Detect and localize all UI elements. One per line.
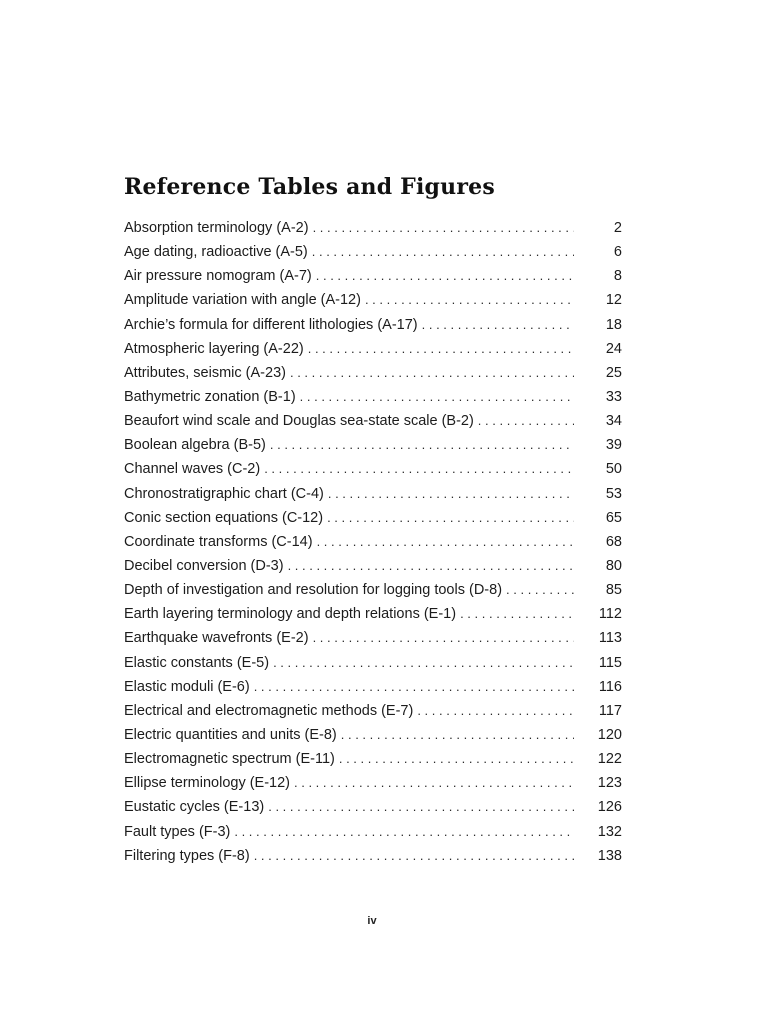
dot-leader	[460, 602, 574, 626]
dot-leader	[270, 433, 574, 457]
toc-entry-label: Conic section equations (C-12)	[124, 509, 324, 526]
toc-entry-label: Atmospheric layering (A-22)	[124, 340, 304, 357]
toc-entry-label: Depth of investigation and resolution for logging tools (D-8)	[124, 582, 503, 599]
toc-entry-page: 39	[605, 437, 622, 454]
toc-entry-page: 123	[597, 775, 622, 792]
dot-leader	[300, 385, 574, 409]
toc-entry-page: 2	[613, 220, 622, 236]
dot-leader	[234, 820, 574, 844]
toc-entry-label: Channel waves (C-2)	[124, 461, 261, 478]
dot-leader	[339, 747, 574, 771]
toc-entry	[124, 626, 622, 650]
toc-entry-label: Filtering types (F-8)	[124, 847, 250, 864]
toc-entry-label: Fault types (F-3)	[124, 823, 231, 840]
toc-entry	[124, 409, 622, 433]
toc-entry	[124, 457, 622, 481]
toc-entry	[124, 699, 622, 723]
toc-entry-label: Eustatic cycles (E-13)	[124, 799, 265, 816]
toc-entry-page: 65	[605, 509, 622, 526]
toc-entry	[124, 264, 622, 288]
toc-entry-label: Air pressure nomogram (A-7)	[124, 268, 312, 285]
toc-entry-page: 116	[598, 678, 622, 695]
toc-entry-page: 34	[605, 413, 622, 430]
toc-entry-page: 138	[597, 847, 622, 864]
toc-entry	[124, 530, 622, 554]
toc-entry	[124, 240, 622, 264]
toc-entry-page: 126	[597, 799, 622, 816]
page-number: iv	[367, 915, 377, 927]
dot-leader	[341, 723, 574, 747]
toc-entry-label: Decibel conversion (D-3)	[124, 557, 284, 574]
toc-entry-label: Age dating, radioactive (A-5)	[124, 244, 308, 261]
toc-entry-label: Archie’s formula for different lithologies (A-17)	[124, 316, 418, 333]
toc-list	[124, 216, 622, 868]
page-title: Reference Tables and Figures	[124, 174, 495, 200]
toc-entry-label: Elastic moduli (E-6)	[124, 678, 250, 695]
toc-entry	[124, 385, 622, 409]
toc-entry-label: Absorption terminology (A-2)	[124, 220, 309, 236]
toc-entry-label: Chronostratigraphic chart (C-4)	[124, 485, 324, 502]
dot-leader	[288, 554, 574, 578]
dot-leader	[506, 578, 574, 602]
toc-entry-page: 50	[605, 461, 622, 478]
dot-leader	[264, 457, 574, 481]
toc-entry-label: Earthquake wavefronts (E-2)	[124, 630, 309, 647]
toc-entry-label: Boolean algebra (B-5)	[124, 437, 266, 454]
toc-entry-label: Earth layering terminology and depth relations (E-1)	[124, 606, 457, 623]
toc-entry	[124, 578, 622, 602]
dot-leader	[328, 482, 574, 506]
toc-entry-page: 117	[598, 702, 622, 719]
toc-entry-page: 53	[605, 485, 622, 502]
toc-entry-page: 18	[605, 316, 622, 333]
dot-leader	[308, 337, 574, 361]
toc-entry-page: 122	[597, 751, 622, 768]
toc-entry	[124, 506, 622, 530]
dot-leader	[316, 264, 574, 288]
dot-leader	[317, 530, 574, 554]
toc-entry-label: Electrical and electromagnetic methods (E-7)	[124, 702, 414, 719]
toc-entry	[124, 337, 622, 361]
dot-leader	[273, 651, 574, 675]
toc-entry-label: Ellipse terminology (E-12)	[124, 775, 291, 792]
toc-entry	[124, 651, 622, 675]
toc-entry-page: 24	[605, 340, 622, 357]
dot-leader	[313, 626, 574, 650]
toc-entry	[124, 288, 622, 312]
toc-entry-label: Beaufort wind scale and Douglas sea-state scale (B-2)	[124, 413, 474, 430]
dot-leader	[327, 506, 574, 530]
toc-entry-page: 85	[605, 582, 622, 599]
toc-entry-page: 68	[605, 533, 622, 550]
toc-entry-label: Attributes, seismic (A-23)	[124, 364, 286, 381]
toc-entry-label: Bathymetric zonation (B-1)	[124, 388, 296, 405]
toc-entry	[124, 795, 622, 819]
dot-leader	[417, 699, 574, 723]
toc-entry	[124, 771, 622, 795]
toc-entry-page: 12	[605, 292, 622, 309]
toc-entry-page: 33	[605, 388, 622, 405]
toc-entry	[124, 361, 622, 385]
toc-entry	[124, 482, 622, 506]
toc-entry-page: 8	[613, 268, 622, 285]
toc-entry	[124, 313, 622, 337]
toc-entry	[124, 216, 622, 240]
toc-entry	[124, 433, 622, 457]
toc-entry	[124, 675, 622, 699]
toc-entry-label: Electromagnetic spectrum (E-11)	[124, 751, 335, 768]
dot-leader	[478, 409, 574, 433]
dot-leader	[294, 771, 574, 795]
dot-leader	[422, 313, 574, 337]
toc-entry	[124, 844, 622, 868]
toc-entry-label: Amplitude variation with angle (A-12)	[124, 292, 361, 309]
toc-entry	[124, 554, 622, 578]
toc-entry	[124, 747, 622, 771]
toc-entry-page: 80	[605, 557, 622, 574]
toc-entry-page: 112	[598, 606, 622, 623]
dot-leader	[254, 675, 574, 699]
toc-entry-page: 113	[598, 630, 622, 647]
dot-leader	[268, 795, 574, 819]
toc-entry	[124, 723, 622, 747]
toc-entry-label: Elastic constants (E-5)	[124, 654, 270, 671]
toc-entry-label: Coordinate transforms (C-14)	[124, 533, 313, 550]
toc-entry	[124, 602, 622, 626]
toc-entry-page: 120	[597, 726, 622, 743]
dot-leader	[290, 361, 574, 385]
toc-entry-page: 25	[605, 364, 622, 381]
dot-leader	[313, 216, 574, 240]
toc-entry-page: 115	[598, 654, 622, 671]
dot-leader	[312, 240, 574, 264]
toc-entry-page: 132	[597, 823, 622, 840]
dot-leader	[254, 844, 574, 868]
toc-entry	[124, 820, 622, 844]
dot-leader	[365, 288, 574, 312]
toc-entry-label: Electric quantities and units (E-8)	[124, 726, 337, 743]
toc-entry-page: 6	[613, 244, 622, 261]
